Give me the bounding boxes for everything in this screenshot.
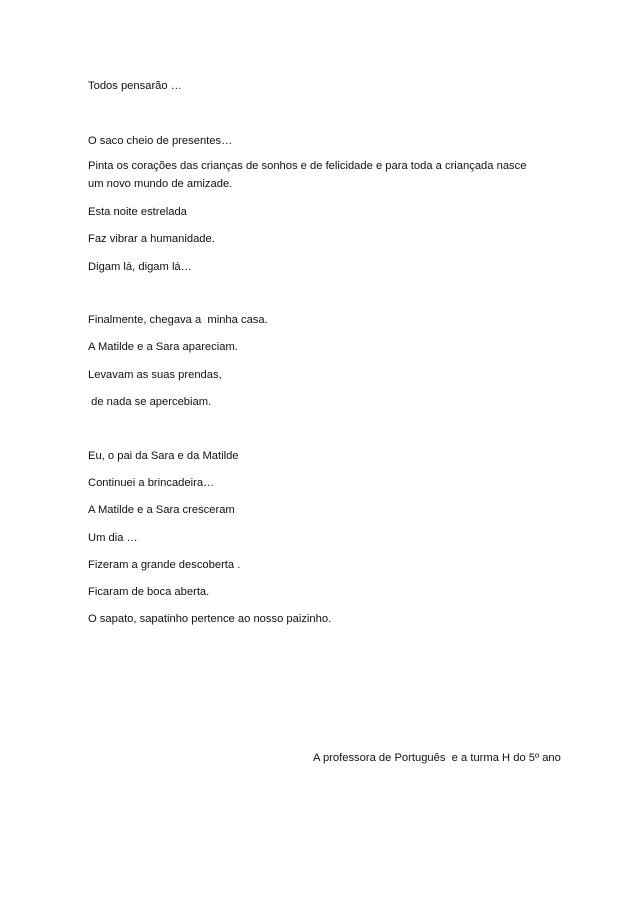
text-paragraph: Pinta os corações das crianças de sonhos e de felicidade e para toda a criançada nasce um novo mundo de amizade.: [88, 160, 527, 190]
text-line: A Matilde e a Sara cresceram: [88, 504, 235, 516]
text-line: Levavam as suas prendas,: [88, 369, 222, 381]
text-line: Eu, o pai da Sara e da Matilde: [88, 450, 239, 462]
signature: A professora de Português e a turma H do 5º ano: [313, 752, 561, 764]
text-line: Todos pensarão …: [88, 80, 182, 92]
text-line: A Matilde e a Sara apareciam.: [88, 341, 238, 353]
text-line: Fizeram a grande descoberta .: [88, 559, 241, 571]
text-line: Ficaram de boca aberta.: [88, 586, 210, 598]
text-line: Finalmente, chegava a minha casa.: [88, 314, 268, 326]
text-line: Esta noite estrelada: [88, 206, 187, 218]
text-line: O sapato, sapatinho pertence ao nosso paizinho.: [88, 613, 332, 625]
text-line: Continuei a brincadeira…: [88, 477, 215, 489]
text-line: O saco cheio de presentes…: [88, 135, 233, 147]
text-line: de nada se apercebiam.: [88, 396, 212, 408]
text-line: Faz vibrar a humanidade.: [88, 233, 215, 245]
text-line: Digam lá, digam lá…: [88, 261, 192, 273]
text-line: Um dia …: [88, 532, 138, 544]
